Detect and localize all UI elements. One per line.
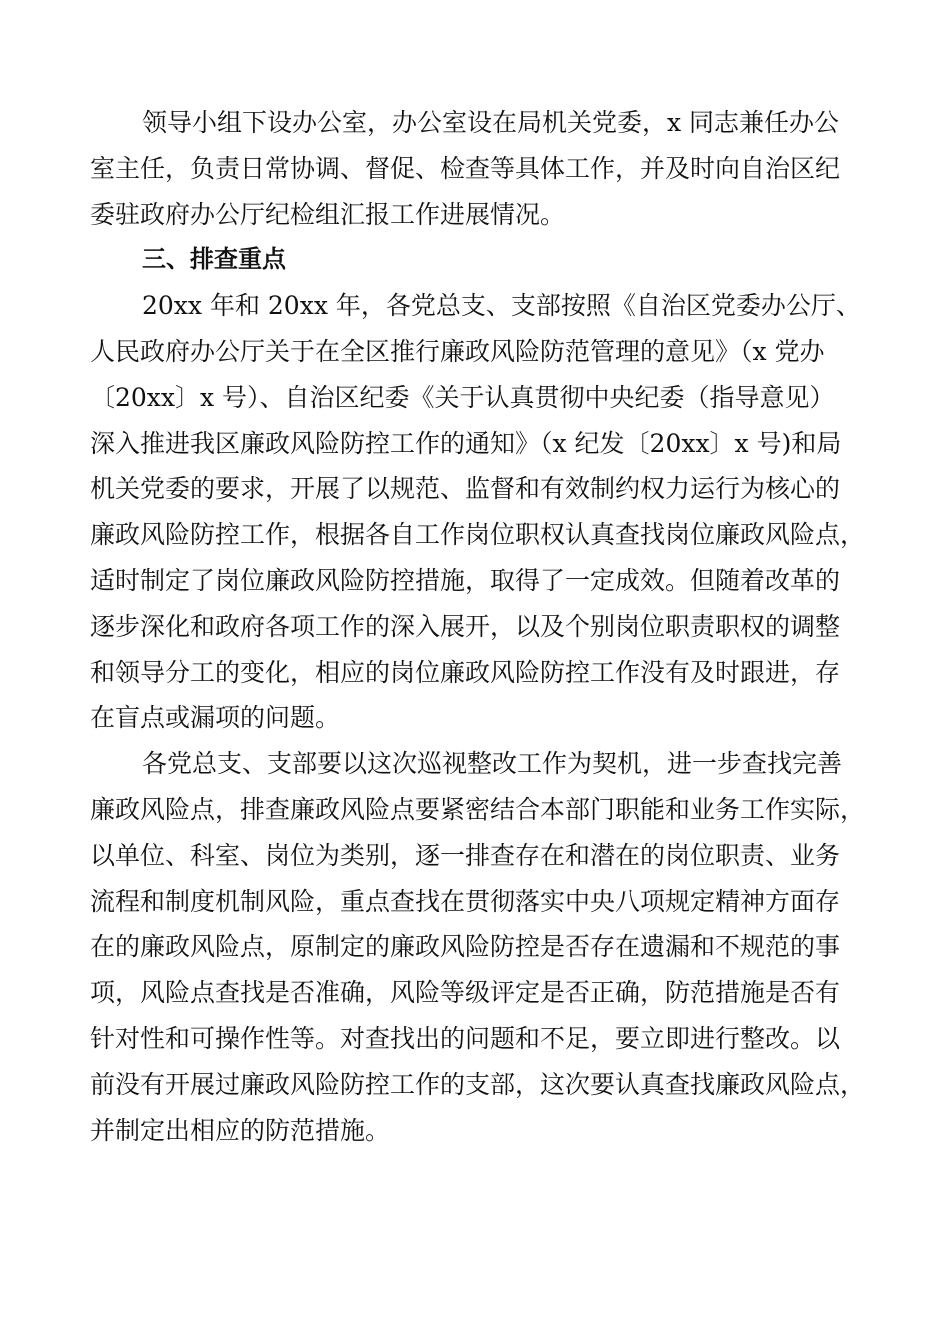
- paragraph-background: [90, 283, 866, 741]
- paragraph-line: 室主任，负责日常协调、督促、检查等具体工作，并及时向自治区纪: [90, 153, 841, 183]
- paragraph-line: 适时制定了岗位廉政风险防控措施，取得了一定成效。但随着改革的: [90, 565, 841, 595]
- paragraph-line: 各党总支、支部要以这次巡视整改工作为契机，进一步查找完善: [142, 749, 843, 779]
- paragraph-line: 20xx 年和 20xx 年，各党总支、支部按照《自治区党委办公厅、: [142, 291, 861, 321]
- paragraph-line: 以单位、科室、岗位为类别，逐一排查存在和潜在的岗位职责、业务: [90, 840, 841, 870]
- paragraph-line: 在盲点或漏项的问题。: [90, 703, 341, 733]
- paragraph-line: 和领导分工的变化，相应的岗位廉政风险防控工作没有及时跟进，存: [90, 657, 841, 687]
- paragraph-line: 项，风险点查找是否准确，风险等级评定是否正确，防范措施是否有: [90, 978, 841, 1008]
- paragraph-office-setup: [90, 100, 862, 237]
- paragraph-line: 〔20xx〕x 号）、自治区纪委《关于认真贯彻中央纪委（指导意见）: [90, 382, 835, 412]
- paragraph-line: 并制定出相应的防范措施。: [90, 1115, 391, 1145]
- paragraph-line: 流程和制度机制风险，重点查找在贯彻落实中央八项规定精神方面存: [90, 886, 841, 916]
- paragraph-line: 机关党委的要求，开展了以规范、监督和有效制约权力运行为核心的: [90, 474, 841, 504]
- paragraph-line: 前没有开展过廉政风险防控工作的支部，这次要认真查找廉政风险点，: [90, 1069, 866, 1099]
- paragraph-line: 廉政风险点，排查廉政风险点要紧密结合本部门职能和业务工作实际，: [90, 794, 866, 824]
- paragraph-line: 廉政风险防控工作，根据各自工作岗位职权认真查找岗位廉政风险点，: [90, 520, 866, 550]
- paragraph-line: 委驻政府办公厅纪检组汇报工作进展情况。: [90, 199, 566, 229]
- paragraph-line: 人民政府办公厅关于在全区推行廉政风险防范管理的意见》（x 党办: [90, 336, 825, 366]
- paragraph-line: 深入推进我区廉政风险防控工作的通知》（x 纪发〔20xx〕x 号)和局: [90, 428, 842, 458]
- paragraph-requirements: [90, 741, 866, 1153]
- section-heading: 三、排查重点: [142, 245, 286, 274]
- paragraph-line: 领导小组下设办公室，办公室设在局机关党委，x 同志兼任办公: [142, 108, 840, 137]
- paragraph-line: 在的廉政风险点，原制定的廉政风险防控是否存在遗漏和不规范的事: [90, 932, 841, 962]
- paragraph-line: 逐步深化和政府各项工作的深入展开，以及个别岗位职责职权的调整: [90, 611, 841, 641]
- document-body: [90, 100, 866, 1153]
- paragraph-line: 针对性和可操作性等。对查找出的问题和不足，要立即进行整改。以: [90, 1023, 841, 1053]
